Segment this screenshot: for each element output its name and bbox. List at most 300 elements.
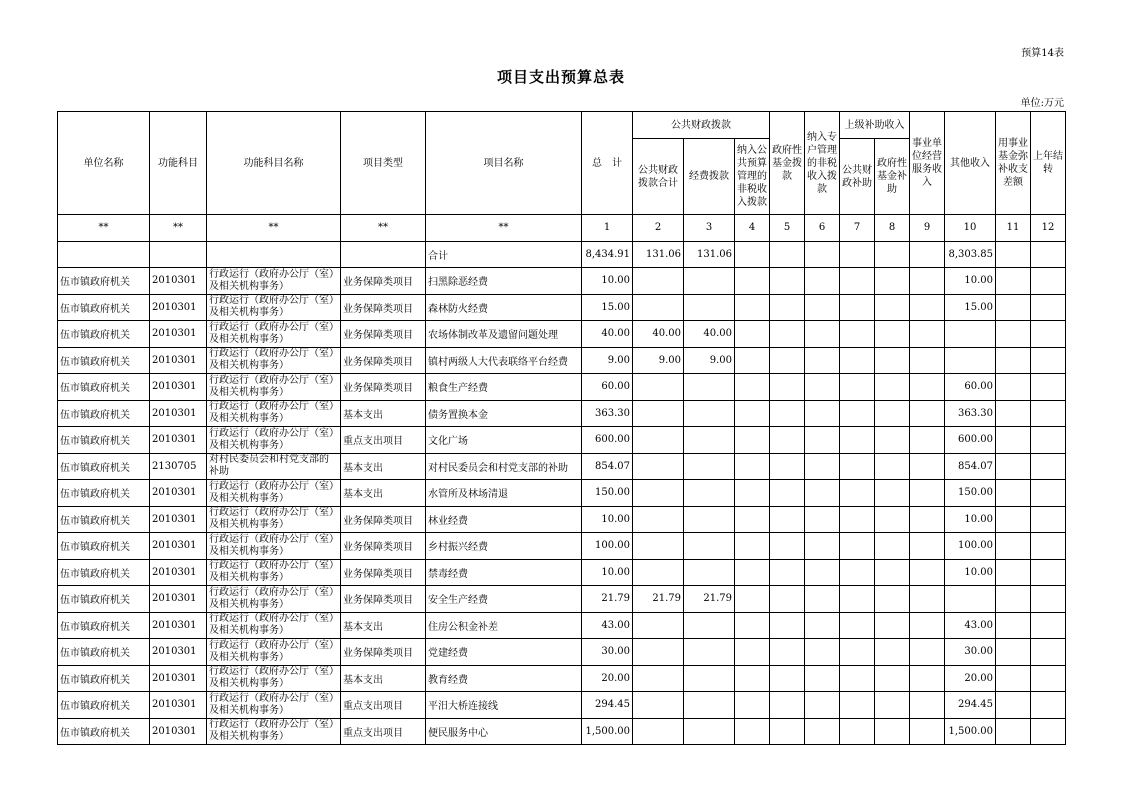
unit-name-cell: 伍市镇政府机关	[58, 374, 150, 401]
pf-funds-cell	[684, 533, 735, 560]
func-name-cell: 行政运行（政府办公厅（室）及相关机构事务）	[207, 533, 341, 560]
pf-subtotal-cell	[633, 559, 684, 586]
project-name-cell: 禁毒经费	[426, 559, 582, 586]
empty-cell	[996, 559, 1031, 586]
project-type-cell: 基本支出	[341, 480, 426, 507]
empty-cell	[735, 453, 770, 480]
pf-funds-cell	[684, 294, 735, 321]
empty-cell	[910, 321, 945, 348]
total-cell: 363.30	[582, 400, 633, 427]
header-special-nontax: 纳入专户管理的非税收入拨款	[805, 112, 840, 215]
table-row	[58, 612, 1066, 639]
empty-cell	[735, 586, 770, 613]
empty-cell	[840, 586, 875, 613]
empty-cell	[996, 612, 1031, 639]
header-gov-fund: 政府性基金拨款	[770, 112, 805, 215]
header-public-finance: 公共财政拨款	[633, 112, 770, 139]
unit-name-cell: 伍市镇政府机关	[58, 586, 150, 613]
empty-cell	[875, 294, 910, 321]
func-code-cell: 2010301	[150, 400, 207, 427]
total-other-income: 8,303.85	[945, 241, 996, 268]
unit-name-cell: 伍市镇政府机关	[58, 427, 150, 454]
func-code-cell: 2010301	[150, 559, 207, 586]
func-code-cell: 2010301	[150, 427, 207, 454]
func-code-cell: 2010301	[150, 533, 207, 560]
total-cell: 40.00	[582, 321, 633, 348]
empty-cell	[875, 427, 910, 454]
pf-funds-cell	[684, 374, 735, 401]
empty-cell	[910, 294, 945, 321]
table-row	[58, 718, 1066, 745]
table-row	[58, 559, 1066, 586]
func-code-cell: 2010301	[150, 294, 207, 321]
other-income-cell	[945, 321, 996, 348]
table-row	[58, 400, 1066, 427]
pf-funds-cell: 21.79	[684, 586, 735, 613]
total-cell: 150.00	[582, 480, 633, 507]
index-cell: **	[207, 215, 341, 242]
table-row	[58, 453, 1066, 480]
empty-cell	[735, 268, 770, 295]
pf-funds-cell	[684, 268, 735, 295]
func-code-cell: 2010301	[150, 480, 207, 507]
project-type-cell: 业务保障类项目	[341, 347, 426, 374]
empty-cell	[770, 586, 805, 613]
page-title: 项目支出预算总表	[496, 68, 625, 86]
total-cell: 43.00	[582, 612, 633, 639]
empty-cell	[770, 374, 805, 401]
empty-cell	[805, 294, 840, 321]
total-cell: 30.00	[582, 639, 633, 666]
header-service-income: 事业单位经营服务收入	[910, 112, 945, 215]
pf-funds-cell	[684, 692, 735, 719]
empty-cell	[875, 480, 910, 507]
empty-cell	[770, 665, 805, 692]
pf-subtotal-cell	[633, 533, 684, 560]
pf-subtotal-cell	[633, 427, 684, 454]
func-name-cell: 行政运行（政府办公厅（室）及相关机构事务）	[207, 268, 341, 295]
project-type-cell: 基本支出	[341, 453, 426, 480]
unit-name-cell: 伍市镇政府机关	[58, 692, 150, 719]
pf-subtotal-cell	[633, 506, 684, 533]
project-type-cell: 基本支出	[341, 612, 426, 639]
empty-cell	[996, 639, 1031, 666]
empty-cell	[735, 321, 770, 348]
empty-cell	[1031, 506, 1066, 533]
func-name-cell: 行政运行（政府办公厅（室）及相关机构事务）	[207, 639, 341, 666]
project-name-cell: 乡村振兴经费	[426, 533, 582, 560]
empty-cell	[840, 347, 875, 374]
header-superior-subsidy: 上级补助收入	[840, 112, 910, 139]
empty-cell	[805, 692, 840, 719]
empty-cell	[875, 533, 910, 560]
unit-name-cell: 伍市镇政府机关	[58, 268, 150, 295]
project-type-cell: 基本支出	[341, 665, 426, 692]
empty-cell	[840, 559, 875, 586]
empty-cell	[735, 559, 770, 586]
index-cell: 10	[945, 215, 996, 242]
project-name-cell: 镇村两级人大代表联络平台经费	[426, 347, 582, 374]
project-type-cell: 业务保障类项目	[341, 321, 426, 348]
pf-funds-cell	[684, 665, 735, 692]
project-type-cell: 重点支出项目	[341, 692, 426, 719]
index-cell: 9	[910, 215, 945, 242]
empty-cell	[875, 639, 910, 666]
func-code-cell: 2010301	[150, 321, 207, 348]
table-body	[58, 215, 1066, 745]
empty-cell	[996, 374, 1031, 401]
empty-cell	[875, 665, 910, 692]
empty-cell	[1031, 665, 1066, 692]
project-name-cell: 扫黑除恶经费	[426, 268, 582, 295]
index-cell: 7	[840, 215, 875, 242]
func-code-cell: 2010301	[150, 612, 207, 639]
empty-cell	[805, 559, 840, 586]
empty-cell	[840, 374, 875, 401]
func-code-cell: 2010301	[150, 665, 207, 692]
empty-cell	[735, 533, 770, 560]
empty-cell	[770, 718, 805, 745]
empty-cell	[910, 718, 945, 745]
empty-cell	[840, 453, 875, 480]
table-row	[58, 506, 1066, 533]
empty-cell	[805, 321, 840, 348]
project-type-cell: 业务保障类项目	[341, 506, 426, 533]
pf-funds-cell	[684, 427, 735, 454]
empty-cell	[770, 506, 805, 533]
func-name-cell: 行政运行（政府办公厅（室）及相关机构事务）	[207, 347, 341, 374]
table-row	[58, 268, 1066, 295]
empty-cell	[735, 400, 770, 427]
empty-cell	[805, 480, 840, 507]
total-sum: 8,434.91	[582, 241, 633, 268]
table-row	[58, 480, 1066, 507]
empty-cell	[735, 665, 770, 692]
total-cell: 10.00	[582, 268, 633, 295]
pf-subtotal-cell: 21.79	[633, 586, 684, 613]
pf-funds-cell	[684, 559, 735, 586]
pf-subtotal-cell	[633, 453, 684, 480]
empty-cell	[910, 374, 945, 401]
empty-cell	[910, 268, 945, 295]
empty-cell	[770, 321, 805, 348]
empty-cell	[1031, 559, 1066, 586]
empty-cell	[1031, 400, 1066, 427]
func-name-cell: 行政运行（政府办公厅（室）及相关机构事务）	[207, 612, 341, 639]
empty-cell	[770, 400, 805, 427]
unit-name-cell: 伍市镇政府机关	[58, 718, 150, 745]
empty-cell	[910, 559, 945, 586]
empty-cell	[735, 692, 770, 719]
empty-cell	[840, 718, 875, 745]
func-code-cell: 2130705	[150, 453, 207, 480]
table-row	[58, 294, 1066, 321]
empty-cell	[996, 480, 1031, 507]
func-code-cell: 2010301	[150, 692, 207, 719]
table-row	[58, 374, 1066, 401]
empty-cell	[840, 400, 875, 427]
func-name-cell: 行政运行（政府办公厅（室）及相关机构事务）	[207, 427, 341, 454]
project-type-cell: 业务保障类项目	[341, 533, 426, 560]
empty-cell	[1031, 533, 1066, 560]
other-income-cell: 294.45	[945, 692, 996, 719]
pf-funds-cell	[684, 639, 735, 666]
header-other-income: 其他收入	[945, 112, 996, 215]
index-cell: 2	[633, 215, 684, 242]
budget-table	[57, 111, 1066, 745]
total-cell: 9.00	[582, 347, 633, 374]
func-name-cell: 行政运行（政府办公厅（室）及相关机构事务）	[207, 586, 341, 613]
pf-subtotal-cell: 40.00	[633, 321, 684, 348]
empty-cell	[910, 400, 945, 427]
table-row	[58, 533, 1066, 560]
index-cell: 11	[996, 215, 1031, 242]
project-name-cell: 党建经费	[426, 639, 582, 666]
empty-cell	[1031, 453, 1066, 480]
table-row	[58, 347, 1066, 374]
func-name-cell: 行政运行（政府办公厅（室）及相关机构事务）	[207, 374, 341, 401]
total-row	[58, 241, 1066, 268]
pf-subtotal-cell	[633, 718, 684, 745]
unit-name-cell: 伍市镇政府机关	[58, 400, 150, 427]
project-name-cell: 文化广场	[426, 427, 582, 454]
pf-funds-cell: 40.00	[684, 321, 735, 348]
func-name-cell: 行政运行（政府办公厅（室）及相关机构事务）	[207, 506, 341, 533]
total-cell: 294.45	[582, 692, 633, 719]
table-row	[58, 665, 1066, 692]
unit-label: 单位:万元	[1020, 98, 1064, 109]
other-income-cell: 60.00	[945, 374, 996, 401]
empty-cell	[770, 294, 805, 321]
empty-cell	[840, 294, 875, 321]
index-cell: 4	[735, 215, 770, 242]
header-sup-public: 公共财政补助	[840, 139, 875, 215]
func-name-cell: 行政运行（政府办公厅（室）及相关机构事务）	[207, 692, 341, 719]
index-cell: 5	[770, 215, 805, 242]
empty-cell	[875, 612, 910, 639]
empty-cell	[996, 453, 1031, 480]
other-income-cell: 20.00	[945, 665, 996, 692]
empty-cell	[735, 506, 770, 533]
func-name-cell: 行政运行（政府办公厅（室）及相关机构事务）	[207, 559, 341, 586]
empty-cell	[1031, 294, 1066, 321]
pf-subtotal-cell	[633, 692, 684, 719]
total-cell: 10.00	[582, 506, 633, 533]
unit-name-cell: 伍市镇政府机关	[58, 321, 150, 348]
project-type-cell: 基本支出	[341, 400, 426, 427]
project-name-cell: 安全生产经费	[426, 586, 582, 613]
empty-cell	[770, 453, 805, 480]
other-income-cell	[945, 347, 996, 374]
unit-name-cell: 伍市镇政府机关	[58, 533, 150, 560]
empty-cell	[770, 639, 805, 666]
empty-cell	[910, 612, 945, 639]
empty-cell	[770, 533, 805, 560]
table-row	[58, 586, 1066, 613]
project-name-cell: 对村民委员会和村党支部的补助	[426, 453, 582, 480]
empty-cell	[875, 400, 910, 427]
empty-cell	[840, 268, 875, 295]
empty-cell	[735, 347, 770, 374]
func-name-cell: 行政运行（政府办公厅（室）及相关机构事务）	[207, 480, 341, 507]
empty-cell	[996, 533, 1031, 560]
empty-cell	[1031, 718, 1066, 745]
empty-cell	[805, 506, 840, 533]
unit-name-cell: 伍市镇政府机关	[58, 612, 150, 639]
empty-cell	[996, 506, 1031, 533]
empty-cell	[1031, 427, 1066, 454]
empty-cell	[770, 347, 805, 374]
empty-cell	[1031, 692, 1066, 719]
index-cell: 6	[805, 215, 840, 242]
other-income-cell: 10.00	[945, 506, 996, 533]
empty-cell	[805, 612, 840, 639]
pf-subtotal-cell	[633, 400, 684, 427]
empty-cell	[910, 453, 945, 480]
pf-funds-cell	[684, 506, 735, 533]
header-pf-subtotal: 公共财政拨款合计	[633, 139, 684, 215]
empty-cell	[910, 665, 945, 692]
empty-cell	[735, 639, 770, 666]
table-row	[58, 427, 1066, 454]
empty-cell	[735, 480, 770, 507]
total-cell: 20.00	[582, 665, 633, 692]
project-name-cell: 住房公积金补差	[426, 612, 582, 639]
total-cell: 15.00	[582, 294, 633, 321]
empty-cell	[805, 533, 840, 560]
empty-cell	[805, 453, 840, 480]
table-row	[58, 692, 1066, 719]
empty-cell	[875, 718, 910, 745]
func-name-cell: 行政运行（政府办公厅（室）及相关机构事务）	[207, 321, 341, 348]
empty-cell	[996, 347, 1031, 374]
project-name-cell: 教育经费	[426, 665, 582, 692]
total-cell: 10.00	[582, 559, 633, 586]
other-income-cell: 150.00	[945, 480, 996, 507]
pf-funds-cell	[684, 453, 735, 480]
other-income-cell: 363.30	[945, 400, 996, 427]
empty-cell	[875, 506, 910, 533]
project-type-cell: 业务保障类项目	[341, 268, 426, 295]
project-type-cell: 重点支出项目	[341, 718, 426, 745]
empty-cell	[910, 347, 945, 374]
empty-cell	[840, 480, 875, 507]
pf-subtotal-cell	[633, 374, 684, 401]
project-type-cell: 重点支出项目	[341, 427, 426, 454]
pf-subtotal-cell	[633, 612, 684, 639]
pf-subtotal-cell	[633, 665, 684, 692]
empty-cell	[910, 480, 945, 507]
unit-name-cell: 伍市镇政府机关	[58, 506, 150, 533]
empty-cell	[996, 400, 1031, 427]
total-label: 合计	[426, 241, 582, 268]
pf-funds-cell	[684, 718, 735, 745]
index-cell: 12	[1031, 215, 1066, 242]
empty-cell	[910, 639, 945, 666]
index-cell: **	[341, 215, 426, 242]
empty-cell	[805, 586, 840, 613]
table-header	[58, 112, 1066, 215]
empty-cell	[805, 665, 840, 692]
empty-cell	[840, 612, 875, 639]
empty-cell	[805, 400, 840, 427]
empty-cell	[1031, 321, 1066, 348]
total-pf-funds: 131.06	[684, 241, 735, 268]
other-income-cell	[945, 586, 996, 613]
project-name-cell: 粮食生产经费	[426, 374, 582, 401]
func-name-cell: 行政运行（政府办公厅（室）及相关机构事务）	[207, 665, 341, 692]
empty-cell	[1031, 480, 1066, 507]
empty-cell	[910, 586, 945, 613]
project-name-cell: 农场体制改革及遗留问题处理	[426, 321, 582, 348]
func-code-cell: 2010301	[150, 347, 207, 374]
empty-cell	[875, 692, 910, 719]
empty-cell	[875, 268, 910, 295]
header-carryover: 上年结转	[1031, 112, 1066, 215]
empty-cell	[996, 294, 1031, 321]
other-income-cell: 10.00	[945, 268, 996, 295]
project-name-cell: 平汨大桥连接线	[426, 692, 582, 719]
project-type-cell: 业务保障类项目	[341, 639, 426, 666]
empty-cell	[996, 692, 1031, 719]
pf-funds-cell	[684, 400, 735, 427]
func-name-cell: 对村民委员会和村党支部的补助	[207, 453, 341, 480]
empty-cell	[735, 427, 770, 454]
other-income-cell: 1,500.00	[945, 718, 996, 745]
pf-funds-cell	[684, 480, 735, 507]
header-pf-nontax: 纳入公共预算管理的非税收入拨款	[735, 139, 770, 215]
total-cell: 600.00	[582, 427, 633, 454]
project-type-cell: 业务保障类项目	[341, 374, 426, 401]
func-code-cell: 2010301	[150, 374, 207, 401]
header-sup-fund: 政府性基金补助	[875, 139, 910, 215]
func-code-cell: 2010301	[150, 639, 207, 666]
total-pf-subtotal: 131.06	[633, 241, 684, 268]
func-name-cell: 行政运行（政府办公厅（室）及相关机构事务）	[207, 294, 341, 321]
form-number: 预算14表	[1021, 48, 1064, 59]
empty-cell	[996, 427, 1031, 454]
empty-cell	[840, 665, 875, 692]
pf-subtotal-cell: 9.00	[633, 347, 684, 374]
empty-cell	[805, 639, 840, 666]
empty-cell	[875, 559, 910, 586]
func-name-cell: 行政运行（政府办公厅（室）及相关机构事务）	[207, 718, 341, 745]
empty-cell	[805, 718, 840, 745]
project-name-cell: 便民服务中心	[426, 718, 582, 745]
empty-cell	[910, 692, 945, 719]
index-cell: 3	[684, 215, 735, 242]
pf-funds-cell	[684, 612, 735, 639]
empty-cell	[840, 321, 875, 348]
project-name-cell: 债务置换本金	[426, 400, 582, 427]
func-code-cell: 2010301	[150, 718, 207, 745]
project-name-cell: 森林防火经费	[426, 294, 582, 321]
pf-subtotal-cell	[633, 294, 684, 321]
func-code-cell: 2010301	[150, 268, 207, 295]
header-project-type: 项目类型	[341, 112, 426, 215]
unit-name-cell: 伍市镇政府机关	[58, 294, 150, 321]
empty-cell	[875, 453, 910, 480]
empty-cell	[805, 347, 840, 374]
empty-cell	[770, 268, 805, 295]
func-code-cell: 2010301	[150, 506, 207, 533]
empty-cell	[770, 427, 805, 454]
empty-cell	[735, 374, 770, 401]
index-cell: 8	[875, 215, 910, 242]
header-unit-name: 单位名称	[58, 112, 150, 215]
project-type-cell: 业务保障类项目	[341, 294, 426, 321]
index-cell: **	[58, 215, 150, 242]
